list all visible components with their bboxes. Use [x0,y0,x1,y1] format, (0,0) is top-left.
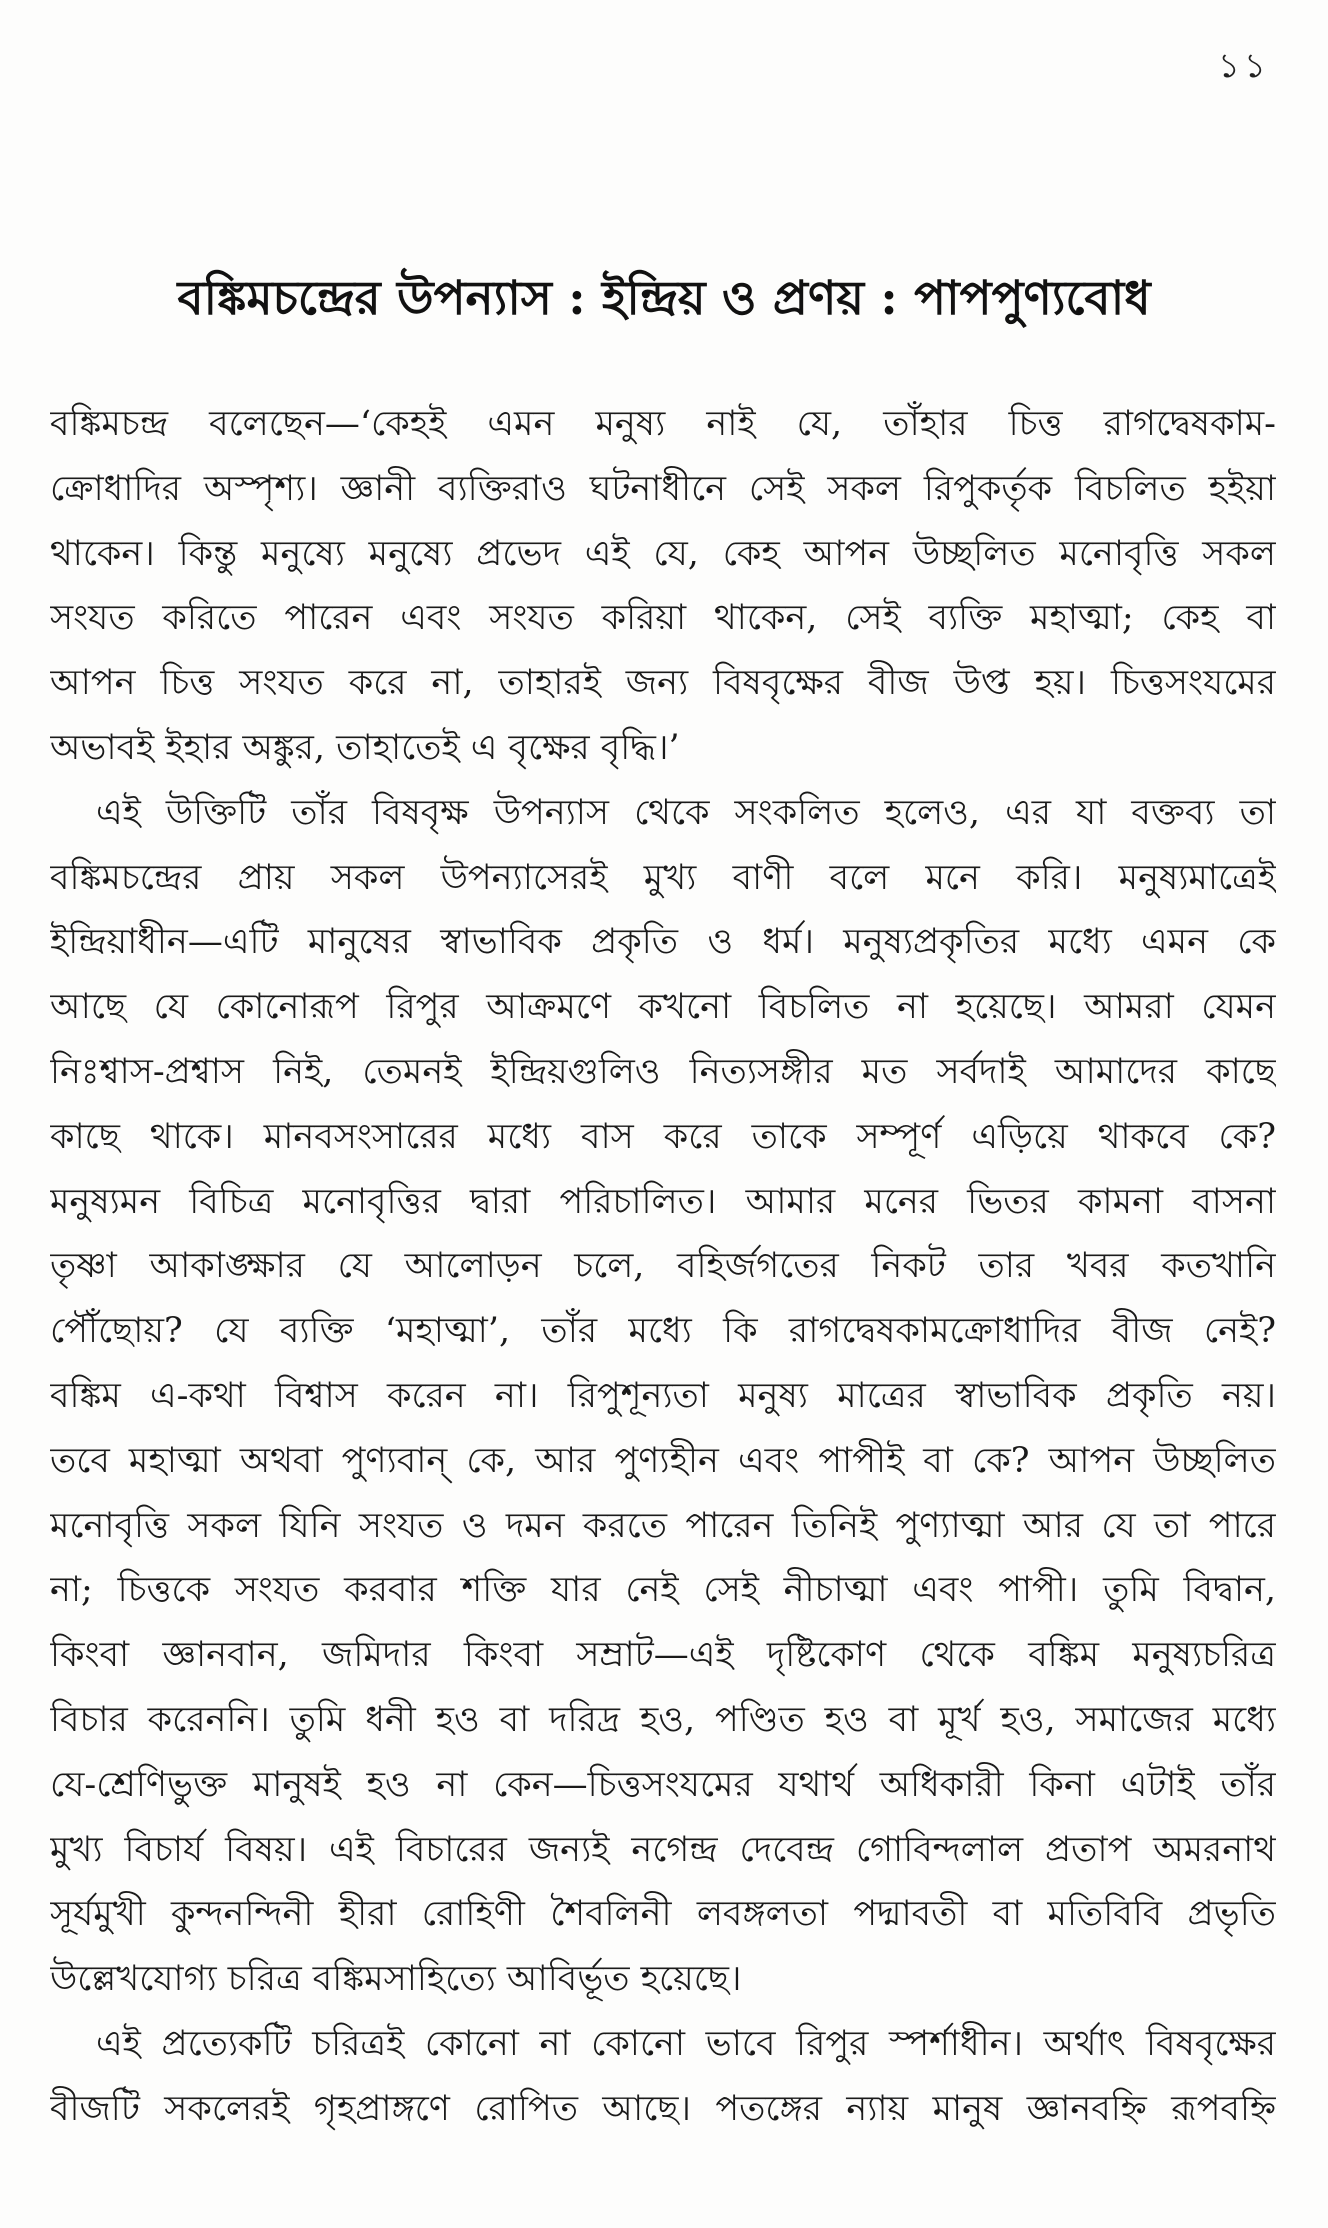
text-line: ইন্দ্রিয়াধীন—এটি মানুষের স্বাভাবিক প্রকৃতি ও ধর্ম। মনুষ্যপ্রকৃতির মধ্যে এমন কে [50,922,1276,963]
text-line: সংযত করিতে পারেন এবং সংযত করিয়া থাকেন, সেই ব্যক্তি মহাত্মা; কেহ বা [50,598,1276,639]
text-line: কাছে থাকে। মানবসংসারের মধ্যে বাস করে তাকে সম্পূর্ণ এড়িয়ে থাকবে কে? [50,1116,1276,1157]
text-line: এই প্রত্যেকটি চরিত্রই কোনো না কোনো ভাবে রিপুর স্পর্শাধীন। অর্থাৎ বিষবৃক্ষের [96,2023,1276,2064]
text-line: আপন চিত্ত সংযত করে না, তাহারই জন্য বিষবৃক্ষের বীজ উপ্ত হয়। চিত্তসংযমের [50,663,1276,704]
chapter-title: বঙ্কিমচন্দ্রের উপন্যাস : ইন্দ্রিয় ও প্রণয় : পাপপুণ্যবোধ [177,271,1151,326]
text-line: ক্রোধাদির অস্পৃশ্য। জ্ঞানী ব্যক্তিরাও ঘটনাধীনে সেই সকল রিপুকর্তৃক বিচলিত হইয়া [50,468,1276,509]
text-line: না; চিত্তকে সংযত করবার শক্তি যার নেই সেই নীচাত্মা এবং পাপী। তুমি বিদ্বান, [50,1570,1276,1611]
text-line: মনুষ্যমন বিচিত্র মনোবৃত্তির দ্বারা পরিচালিত। আমার মনের ভিতর কামনা বাসনা [50,1181,1276,1222]
text-line: পৌঁছোয়? যে ব্যক্তি ‘মহাত্মা’, তাঁর মধ্যে কি রাগদ্বেষকামক্রোধাদির বীজ নেই? [50,1311,1276,1352]
text-line: এই উক্তিটি তাঁর বিষবৃক্ষ উপন্যাস থেকে সংকলিত হলেও, এর যা বক্তব্য তা [96,792,1276,833]
text-line: আছে যে কোনোরূপ রিপুর আক্রমণে কখনো বিচলিত না হয়েছে। আমরা যেমন [50,987,1276,1028]
text-line: মনোবৃত্তি সকল যিনি সংযত ও দমন করতে পারেন তিনিই পুণ্যাত্মা আর যে তা পারে [50,1505,1276,1546]
text-line: সূর্যমুখী কুন্দনন্দিনী হীরা রোহিণী শৈবলিনী লবঙ্গলতা পদ্মাবতী বা মতিবিবি প্রভৃতি [50,1894,1276,1935]
text-line: উল্লেখযোগ্য চরিত্র বঙ্কিমসাহিত্যে আবির্ভূত হয়েছে। [50,1959,742,2000]
text-line: যে-শ্রেণিভুক্ত মানুষই হও না কেন—চিত্তসংযমের যথার্থ অধিকারী কিনা এটাই তাঁর [50,1764,1276,1805]
text-line: বঙ্কিম এ-কথা বিশ্বাস করেন না। রিপুশূন্যতা মনুষ্য মাত্রের স্বাভাবিক প্রকৃতি নয়। [50,1375,1276,1416]
paragraph-2 [50,781,1276,2012]
text-line: থাকেন। কিন্তু মনুষ্যে মনুষ্যে প্রভেদ এই যে, কেহ আপন উচ্ছলিত মনোবৃত্তি সকল [50,533,1276,574]
text-line: বঙ্কিমচন্দ্রের প্রায় সকল উপন্যাসেরই মুখ্য বাণী বলে মনে করি। মনুষ্যমাত্রেই [50,857,1276,898]
text-line: অভাবই ইহার অঙ্কুর, তাহাতেই এ বৃক্ষের বৃদ্ধি।’ [50,727,680,768]
text-line: কিংবা জ্ঞানবান, জমিদার কিংবা সম্রাট—এই দৃষ্টিকোণ থেকে বঙ্কিম মনুষ্যচরিত্র [50,1635,1276,1676]
text-line: মুখ্য বিচার্য বিষয়। এই বিচারের জন্যই নগেন্দ্র দেবেন্দ্র গোবিন্দলাল প্রতাপ অমরনাথ [50,1829,1276,1870]
text-line: বঙ্কিমচন্দ্র বলেছেন—‘কেহই এমন মনুষ্য নাই যে, তাঁহার চিত্ত রাগদ্বেষকাম- [50,404,1276,444]
text-line: নিঃশ্বাস-প্রশ্বাস নিই, তেমনই ইন্দ্রিয়গুলিও নিত্যসঙ্গীর মত সর্বদাই আমাদের কাছে [50,1051,1276,1092]
text-line: তৃষ্ণা আকাঙ্ক্ষার যে আলোড়ন চলে, বহির্জগতের নিকট তার খবর কতখানি [50,1246,1276,1287]
text-line: বীজটি সকলেরই গৃহপ্রাঙ্গণে রোপিত আছে। পতঙ্গের ন্যায় মানুষ জ্ঞানবহ্নি রূপবহ্নি [50,2088,1276,2129]
body-text [50,392,1276,2142]
text-line: বিচার করেননি। তুমি ধনী হও বা দরিদ্র হও, পণ্ডিত হও বা মূর্খ হও, সমাজের মধ্যে [50,1699,1276,1740]
paragraph-3 [50,2012,1276,2142]
text-line: তবে মহাত্মা অথবা পুণ্যবান্ কে, আর পুণ্যহীন এবং পাপীই বা কে? আপন উচ্ছলিত [50,1440,1276,1481]
paragraph-1 [50,392,1276,781]
page-number: ১১ [1217,46,1270,86]
